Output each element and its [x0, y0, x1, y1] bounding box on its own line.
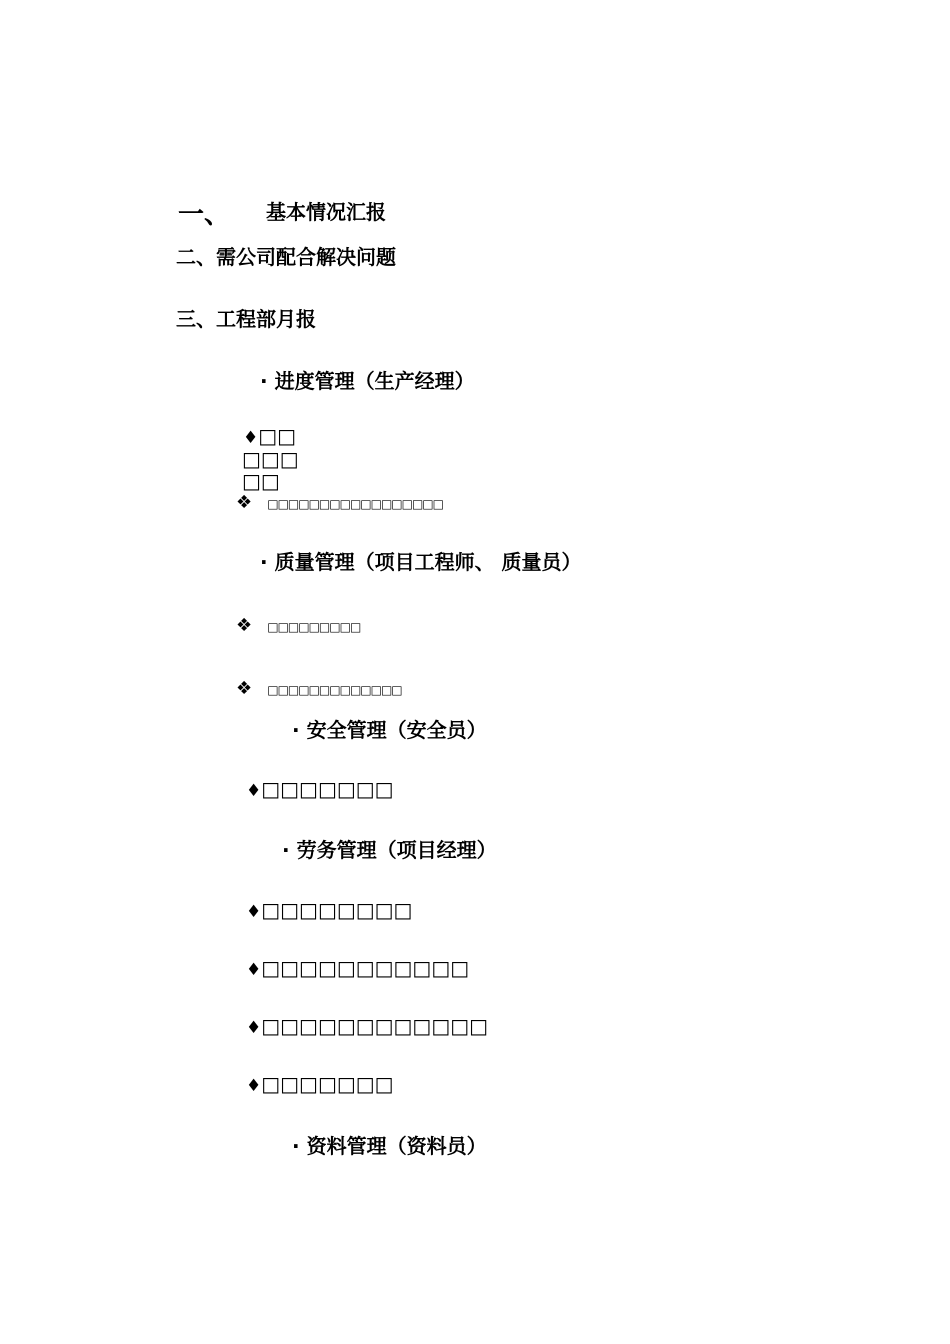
diamond-bullet-icon: ♦: [246, 960, 262, 980]
diamond-bullet-icon: ♦: [246, 1018, 262, 1038]
labor-line-1-text: □□□□□□□□: [261, 898, 413, 922]
section-2-title: 需公司配合解决问题: [216, 245, 396, 269]
bullet-dot: ·: [282, 838, 290, 862]
labor-line-4-text: □□□□□□□: [261, 1072, 394, 1096]
diamond-bullet-icon: ♦: [246, 1076, 262, 1096]
labor-line-3-text: □□□□□□□□□□□□: [261, 1014, 489, 1038]
diamond-bullet-icon: ♦: [246, 902, 262, 922]
quality-item-2-text: □□□□□□□□□□□□□: [267, 683, 402, 697]
labor-line-2-text: □□□□□□□□□□□: [261, 956, 470, 980]
quality-item-2: [236, 678, 402, 699]
progress-line-2: □□□: [242, 447, 299, 471]
quality-item-1: [236, 615, 360, 636]
section-3-title: 工程部月报: [216, 307, 316, 331]
clover-bullet-icon: ❖: [236, 678, 253, 699]
subsection-progress-title: 进度管理（生产经理）: [274, 369, 475, 393]
section-2-number: 二、: [176, 245, 216, 269]
progress-small-text: □□□□□□□□□□□□□□□□□: [267, 497, 443, 511]
diamond-bullet-icon: ♦: [243, 428, 259, 448]
section-1: [178, 194, 230, 231]
clover-bullet-icon: ❖: [236, 615, 253, 636]
clover-bullet-icon: ❖: [236, 492, 253, 513]
section-2: [176, 241, 396, 270]
section-1-title: 基本情况汇报: [266, 200, 386, 224]
progress-line-1-text: □□: [258, 424, 297, 448]
subsection-safety: [292, 714, 487, 743]
safety-line-1-text: □□□□□□□: [261, 777, 394, 801]
subsection-documents-title: 资料管理（资料员）: [306, 1134, 487, 1158]
progress-line-3: □□: [242, 469, 280, 493]
section-3-number: 三、: [176, 307, 216, 331]
labor-line-4: [246, 1072, 394, 1096]
section-1-number: 一、: [178, 200, 231, 230]
bullet-dot: ·: [292, 718, 300, 742]
subsection-quality: [260, 546, 582, 575]
subsection-labor: [282, 834, 497, 863]
subsection-safety-title: 安全管理（安全员）: [306, 718, 487, 742]
quality-item-1-text: □□□□□□□□□: [267, 620, 361, 634]
labor-line-2: [246, 956, 469, 980]
section-3: [176, 303, 316, 332]
subsection-quality-title: 质量管理（项目工程师、 质量员）: [274, 550, 582, 574]
diamond-bullet-icon: ♦: [246, 781, 262, 801]
bullet-dot: ·: [260, 550, 268, 574]
progress-small-item: [236, 492, 443, 513]
subsection-labor-title: 劳务管理（项目经理）: [296, 838, 497, 862]
bullet-dot: ·: [260, 369, 268, 393]
safety-line-1: [246, 777, 394, 801]
bullet-dot: ·: [292, 1134, 300, 1158]
subsection-documents: [292, 1130, 487, 1159]
progress-line-1: [243, 424, 296, 448]
labor-line-1: [246, 898, 412, 922]
labor-line-3: [246, 1014, 488, 1038]
subsection-progress: [260, 365, 475, 394]
